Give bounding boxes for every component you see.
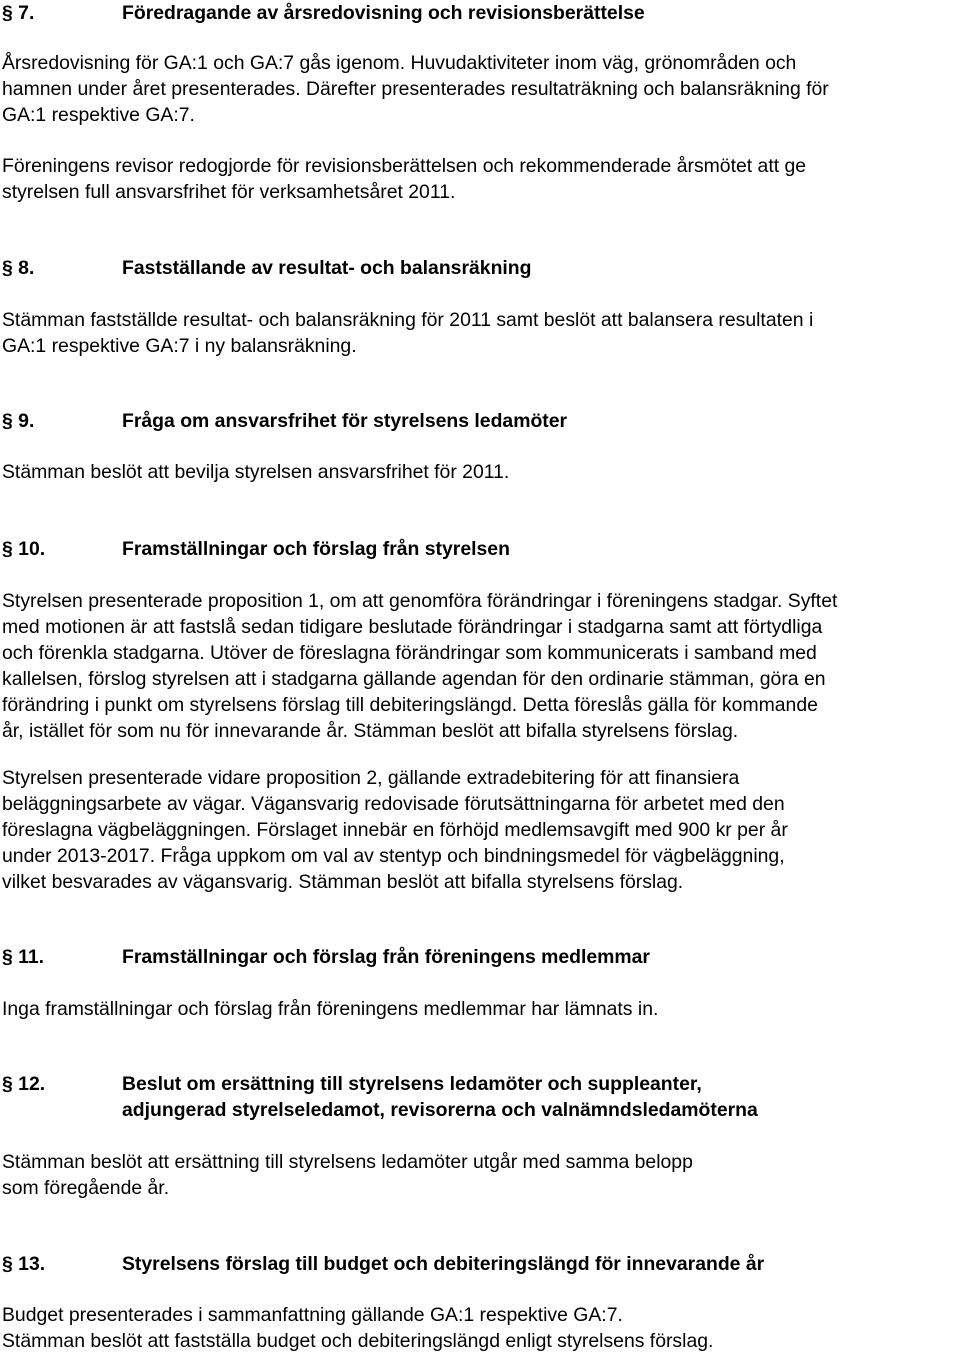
paragraph-line: GA:1 respektive GA:7. — [2, 104, 195, 126]
paragraph-line: med motionen är att fastslå sedan tidigare beslutade förändringar i stadgarna samt att förtydliga — [2, 616, 823, 638]
paragraph-line: kallelsen, förslog styrelsen att i stadgarna gällande agendan för den ordinarie stämman, göra en — [2, 668, 826, 690]
section-title-line: Styrelsens förslag till budget och debiteringslängd för innevarande år — [122, 1253, 765, 1275]
section-title-line: Framställningar och förslag från föreningens medlemmar — [122, 946, 650, 968]
section-title — [122, 255, 960, 281]
section-number: § 11. — [2, 946, 45, 968]
section-heading — [2, 408, 960, 434]
paragraph-line: GA:1 respektive GA:7 i ny balansräkning. — [2, 335, 357, 357]
section-number: § 9. — [2, 410, 35, 432]
paragraph-line: vilket besvarades av vägansvarig. Stämman beslöt att bifalla styrelsens förslag. — [2, 871, 684, 893]
section-title — [122, 944, 960, 970]
section-title-line: adjungerad styrelseledamot, revisorerna och valnämndsledamöterna — [122, 1099, 758, 1121]
paragraph — [2, 307, 813, 359]
section-7 — [2, 0, 960, 26]
section-heading — [2, 0, 960, 26]
section-heading — [2, 1251, 960, 1277]
paragraph-line: Stämman fastställde resultat- och balansräkning för 2011 samt beslöt att balansera resultaten i — [2, 309, 814, 331]
section-title-line: Föredragande av årsredovisning och revisionsberättelse — [122, 2, 645, 24]
section-title — [122, 0, 960, 26]
paragraph — [2, 996, 658, 1022]
section-title — [122, 1071, 960, 1123]
paragraph-line: Styrelsen presenterade proposition 1, om att genomföra förändringar i föreningens stadgar. Syftet — [2, 590, 838, 612]
paragraph-line: Stämman beslöt att fastställa budget och debiteringslängd enligt styrelsens förslag. — [2, 1330, 714, 1352]
paragraph-line: som föregående år. — [2, 1177, 170, 1199]
paragraph — [2, 50, 829, 128]
section-11 — [2, 944, 960, 970]
section-9 — [2, 408, 960, 434]
paragraph — [2, 153, 806, 205]
section-number: § 10. — [2, 538, 46, 560]
section-number: § 13. — [2, 1253, 46, 1275]
section-title-line: Fastställande av resultat- och balansräkning — [122, 257, 532, 279]
paragraph-line: föreslagna vägbeläggningen. Förslaget innebär en förhöjd medlemsavgift med 900 kr per år — [2, 819, 788, 841]
section-12 — [2, 1071, 960, 1123]
section-number: § 12. — [2, 1073, 46, 1095]
section-10 — [2, 536, 960, 562]
section-number: § 8. — [2, 257, 35, 279]
paragraph-line: och förenkla stadgarna. Utöver de föreslagna förändringar som kommunicerats i samband med — [2, 642, 817, 664]
paragraph-line: under 2013-2017. Fråga uppkom om val av stentyp och bindningsmedel för vägbeläggning, — [2, 845, 785, 867]
paragraph-line: Stämman beslöt att bevilja styrelsen ansvarsfrihet för 2011. — [2, 461, 510, 483]
section-title-line: Beslut om ersättning till styrelsens ledamöter och suppleanter, — [122, 1073, 702, 1095]
section-title — [122, 1251, 960, 1277]
paragraph-line: år, istället för som nu för innevarande år. Stämman beslöt att bifalla styrelsens förslag. — [2, 720, 739, 742]
paragraph-line: beläggningsarbete av vägar. Vägansvarig redovisade förutsättningarna för arbetet med den — [2, 793, 785, 815]
paragraph-line: Årsredovisning för GA:1 och GA:7 gås igenom. Huvudaktiviteter inom väg, grönområden och — [2, 52, 797, 74]
paragraph-line: Styrelsen presenterade vidare proposition 2, gällande extradebitering för att finansiera — [2, 767, 740, 789]
section-heading — [2, 255, 960, 281]
paragraph-line: Inga framställningar och förslag från föreningens medlemmar har lämnats in. — [2, 998, 659, 1020]
paragraph-line: hamnen under året presenterades. Därefter presenterades resultaträkning och balansräkning för — [2, 78, 829, 100]
section-heading — [2, 944, 960, 970]
paragraph-line: Budget presenterades i sammanfattning gällande GA:1 respektive GA:7. — [2, 1304, 623, 1326]
paragraph-line: Föreningens revisor redogjorde för revisionsberättelsen och rekommenderade årsmötet att ge — [2, 155, 807, 177]
section-title — [122, 536, 960, 562]
paragraph-line: Stämman beslöt att ersättning till styrelsens ledamöter utgår med samma belopp — [2, 1151, 693, 1173]
section-13 — [2, 1251, 960, 1277]
section-number: § 7. — [2, 2, 35, 24]
section-heading — [2, 536, 960, 562]
section-title-line: Fråga om ansvarsfrihet för styrelsens ledamöter — [122, 410, 568, 432]
paragraph-line: förändring i punkt om styrelsens förslag till debiteringslängd. Detta föreslås gälla för kommande — [2, 694, 818, 716]
paragraph — [2, 1149, 693, 1201]
section-title-line: Framställningar och förslag från styrelsen — [122, 538, 510, 560]
section-heading — [2, 1071, 960, 1123]
paragraph — [2, 459, 509, 485]
paragraph-line: styrelsen full ansvarsfrihet för verksamhetsåret 2011. — [2, 181, 456, 203]
section-title — [122, 408, 960, 434]
section-8 — [2, 255, 960, 281]
paragraph — [2, 1302, 713, 1354]
paragraph — [2, 765, 788, 895]
paragraph — [2, 588, 837, 744]
